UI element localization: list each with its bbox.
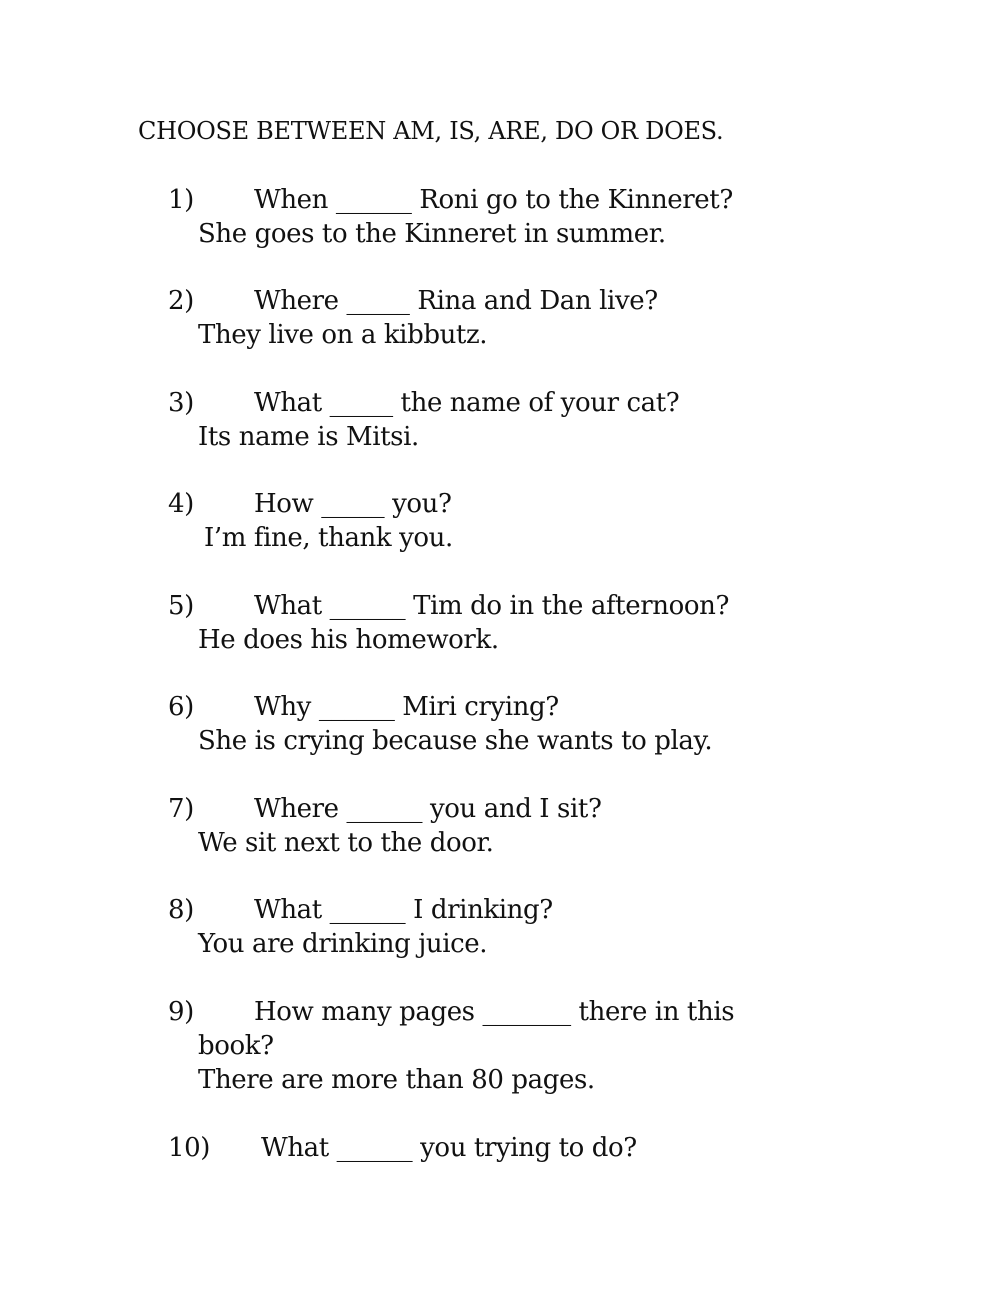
question-text: What ______ Tim do in the afternoon? (254, 591, 729, 621)
answer-text: You are drinking juice. (198, 929, 488, 959)
question-item-3 (168, 386, 808, 454)
question-number: 2) (168, 286, 194, 316)
answer-text: We sit next to the door. (198, 828, 494, 858)
question-number: 7) (168, 794, 194, 824)
question-text-continued: book? (198, 1031, 274, 1061)
question-number: 3) (168, 388, 194, 418)
question-item-7 (168, 792, 808, 860)
question-number: 4) (168, 489, 194, 519)
question-number: 1) (168, 185, 194, 215)
question-text: What _____ the name of your cat? (254, 388, 680, 418)
answer-text: She is crying because she wants to play. (198, 726, 713, 756)
question-text: Why ______ Miri crying? (254, 692, 559, 722)
question-item-5 (168, 589, 808, 657)
question-text: Where _____ Rina and Dan live? (254, 286, 658, 316)
question-item-9 (168, 995, 808, 1097)
question-number: 10) (168, 1133, 211, 1163)
question-item-1 (168, 183, 808, 251)
question-item-4 (168, 487, 808, 555)
question-text: How many pages _______ there in this (254, 997, 735, 1027)
answer-text: They live on a kibbutz. (198, 320, 488, 350)
question-number: 8) (168, 895, 194, 925)
question-text: When ______ Roni go to the Kinneret? (254, 185, 733, 215)
question-item-2 (168, 284, 808, 352)
question-number: 9) (168, 997, 194, 1027)
answer-text: She goes to the Kinneret in summer. (198, 219, 666, 249)
question-text: What ______ I drinking? (254, 895, 553, 925)
answer-text: He does his homework. (198, 625, 499, 655)
answer-text: There are more than 80 pages. (198, 1065, 595, 1095)
question-item-6 (168, 690, 808, 758)
question-text: How _____ you? (254, 489, 452, 519)
answer-text: I’m fine, thank you. (204, 523, 453, 553)
worksheet-instruction: CHOOSE BETWEEN AM, IS, ARE, DO OR DOES. (138, 117, 724, 145)
question-item-10 (168, 1131, 808, 1165)
question-item-8 (168, 893, 808, 961)
question-number: 5) (168, 591, 194, 621)
answer-text: Its name is Mitsi. (198, 422, 419, 452)
question-number: 6) (168, 692, 194, 722)
question-text: Where ______ you and I sit? (254, 794, 602, 824)
question-text: What ______ you trying to do? (261, 1133, 637, 1163)
